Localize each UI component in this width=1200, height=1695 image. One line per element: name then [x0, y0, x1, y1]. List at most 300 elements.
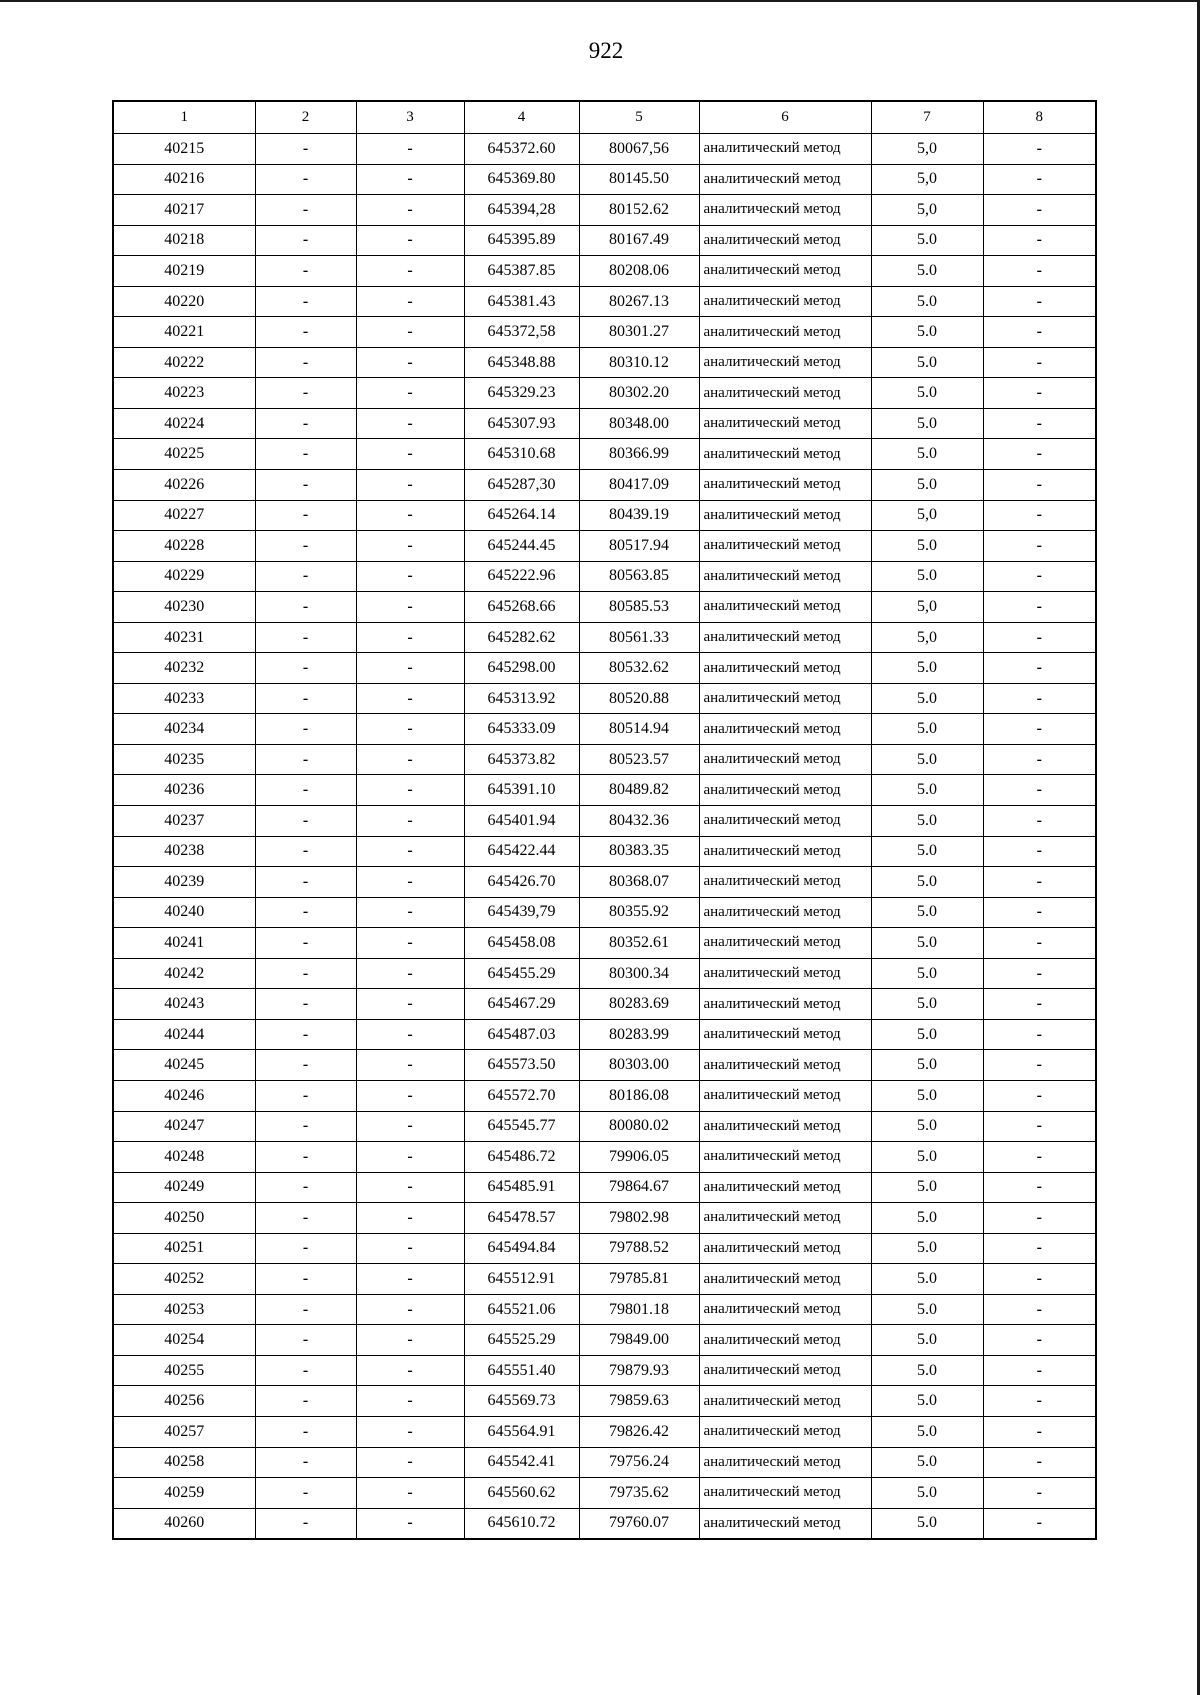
- cell-col-8: -: [983, 775, 1096, 806]
- cell-x-coordinate: 645521.06: [464, 1294, 579, 1325]
- cell-accuracy: 5.0: [871, 256, 983, 287]
- cell-x-coordinate: 645494.84: [464, 1233, 579, 1264]
- cell-accuracy: 5.0: [871, 1233, 983, 1264]
- cell-point-number: 40242: [113, 958, 255, 989]
- cell-col-3: -: [356, 928, 464, 959]
- table-row: [113, 470, 1096, 501]
- cell-col-3: -: [356, 1019, 464, 1050]
- table-row: [113, 286, 1096, 317]
- cell-accuracy: 5.0: [871, 775, 983, 806]
- page-number: 922: [588, 38, 624, 63]
- cell-point-number: 40247: [113, 1111, 255, 1142]
- cell-y-coordinate: 80432.36: [579, 806, 699, 837]
- cell-y-coordinate: 80514.94: [579, 714, 699, 745]
- cell-col-2: -: [255, 653, 356, 684]
- page-edge-top: [0, 0, 1200, 2]
- cell-col-3: -: [356, 683, 464, 714]
- table-row: [113, 714, 1096, 745]
- cell-method: аналитический метод: [699, 806, 871, 837]
- cell-accuracy: 5.0: [871, 1019, 983, 1050]
- cell-col-3: -: [356, 1325, 464, 1356]
- cell-method: аналитический метод: [699, 1508, 871, 1539]
- table-row: [113, 622, 1096, 653]
- cell-col-2: -: [255, 561, 356, 592]
- cell-point-number: 40245: [113, 1050, 255, 1081]
- cell-y-coordinate: 80368.07: [579, 867, 699, 898]
- table-row: [113, 806, 1096, 837]
- cell-point-number: 40252: [113, 1264, 255, 1295]
- cell-accuracy: 5.0: [871, 439, 983, 470]
- cell-x-coordinate: 645373.82: [464, 744, 579, 775]
- cell-col-8: -: [983, 1294, 1096, 1325]
- cell-col-2: -: [255, 1508, 356, 1539]
- cell-point-number: 40250: [113, 1203, 255, 1234]
- cell-method: аналитический метод: [699, 531, 871, 562]
- cell-col-8: -: [983, 1050, 1096, 1081]
- cell-x-coordinate: 645485.91: [464, 1172, 579, 1203]
- cell-col-2: -: [255, 408, 356, 439]
- cell-y-coordinate: 80301.27: [579, 317, 699, 348]
- table-row: [113, 592, 1096, 623]
- cell-col-8: -: [983, 744, 1096, 775]
- cell-col-3: -: [356, 1386, 464, 1417]
- cell-col-2: -: [255, 775, 356, 806]
- cell-accuracy: 5.0: [871, 408, 983, 439]
- cell-point-number: 40216: [113, 164, 255, 195]
- cell-method: аналитический метод: [699, 378, 871, 409]
- cell-accuracy: 5,0: [871, 592, 983, 623]
- table-row: [113, 1355, 1096, 1386]
- cell-col-2: -: [255, 1386, 356, 1417]
- cell-col-3: -: [356, 225, 464, 256]
- cell-method: аналитический метод: [699, 500, 871, 531]
- cell-point-number: 40223: [113, 378, 255, 409]
- table-row: [113, 1142, 1096, 1173]
- cell-y-coordinate: 80417.09: [579, 470, 699, 501]
- cell-col-3: -: [356, 867, 464, 898]
- column-header-1: 1: [113, 101, 255, 134]
- cell-y-coordinate: 80523.57: [579, 744, 699, 775]
- table-row: [113, 653, 1096, 684]
- cell-x-coordinate: 645298.00: [464, 653, 579, 684]
- cell-col-8: -: [983, 378, 1096, 409]
- coordinates-table-container: [112, 100, 1097, 1540]
- cell-point-number: 40232: [113, 653, 255, 684]
- cell-col-8: -: [983, 500, 1096, 531]
- cell-method: аналитический метод: [699, 1264, 871, 1295]
- cell-accuracy: 5.0: [871, 286, 983, 317]
- cell-method: аналитический метод: [699, 1355, 871, 1386]
- cell-col-3: -: [356, 1478, 464, 1509]
- cell-col-8: -: [983, 439, 1096, 470]
- table-row: [113, 1294, 1096, 1325]
- coordinates-table: [112, 100, 1097, 1540]
- cell-col-8: -: [983, 164, 1096, 195]
- cell-y-coordinate: 79801.18: [579, 1294, 699, 1325]
- cell-y-coordinate: 80283.69: [579, 989, 699, 1020]
- cell-x-coordinate: 645487.03: [464, 1019, 579, 1050]
- cell-accuracy: 5.0: [871, 1386, 983, 1417]
- cell-x-coordinate: 645329.23: [464, 378, 579, 409]
- cell-col-3: -: [356, 286, 464, 317]
- cell-y-coordinate: 80352.61: [579, 928, 699, 959]
- cell-y-coordinate: 80489.82: [579, 775, 699, 806]
- cell-method: аналитический метод: [699, 164, 871, 195]
- cell-x-coordinate: 645372,58: [464, 317, 579, 348]
- cell-col-2: -: [255, 1111, 356, 1142]
- column-header-5: 5: [579, 101, 699, 134]
- table-body: [113, 134, 1096, 1540]
- cell-point-number: 40241: [113, 928, 255, 959]
- cell-y-coordinate: 80186.08: [579, 1080, 699, 1111]
- cell-y-coordinate: 79826.42: [579, 1416, 699, 1447]
- table-row: [113, 317, 1096, 348]
- cell-col-2: -: [255, 1233, 356, 1264]
- cell-method: аналитический метод: [699, 470, 871, 501]
- cell-col-8: -: [983, 347, 1096, 378]
- cell-method: аналитический метод: [699, 1478, 871, 1509]
- cell-accuracy: 5,0: [871, 195, 983, 226]
- column-header-7: 7: [871, 101, 983, 134]
- table-row: [113, 439, 1096, 470]
- cell-accuracy: 5,0: [871, 622, 983, 653]
- cell-col-2: -: [255, 1019, 356, 1050]
- table-row: [113, 683, 1096, 714]
- cell-point-number: 40258: [113, 1447, 255, 1478]
- cell-col-3: -: [356, 470, 464, 501]
- cell-x-coordinate: 645573.50: [464, 1050, 579, 1081]
- cell-col-2: -: [255, 744, 356, 775]
- cell-col-2: -: [255, 531, 356, 562]
- cell-x-coordinate: 645467.29: [464, 989, 579, 1020]
- cell-x-coordinate: 645244.45: [464, 531, 579, 562]
- table-row: [113, 836, 1096, 867]
- cell-point-number: 40233: [113, 683, 255, 714]
- cell-col-3: -: [356, 1294, 464, 1325]
- cell-col-2: -: [255, 1355, 356, 1386]
- cell-accuracy: 5.0: [871, 653, 983, 684]
- cell-col-3: -: [356, 1264, 464, 1295]
- cell-col-8: -: [983, 1233, 1096, 1264]
- table-row: [113, 378, 1096, 409]
- cell-col-3: -: [356, 744, 464, 775]
- cell-col-3: -: [356, 317, 464, 348]
- cell-x-coordinate: 645372.60: [464, 134, 579, 165]
- cell-method: аналитический метод: [699, 622, 871, 653]
- table-row: [113, 1111, 1096, 1142]
- cell-col-8: -: [983, 1111, 1096, 1142]
- cell-col-2: -: [255, 378, 356, 409]
- cell-method: аналитический метод: [699, 561, 871, 592]
- cell-x-coordinate: 645333.09: [464, 714, 579, 745]
- cell-method: аналитический метод: [699, 653, 871, 684]
- cell-col-8: -: [983, 134, 1096, 165]
- cell-col-8: -: [983, 256, 1096, 287]
- table-row: [113, 867, 1096, 898]
- cell-x-coordinate: 645426.70: [464, 867, 579, 898]
- cell-method: аналитический метод: [699, 256, 871, 287]
- cell-point-number: 40230: [113, 592, 255, 623]
- cell-accuracy: 5.0: [871, 317, 983, 348]
- cell-method: аналитический метод: [699, 744, 871, 775]
- cell-col-8: -: [983, 1264, 1096, 1295]
- cell-y-coordinate: 80348.00: [579, 408, 699, 439]
- cell-col-8: -: [983, 683, 1096, 714]
- table-row: [113, 500, 1096, 531]
- cell-x-coordinate: 645560.62: [464, 1478, 579, 1509]
- cell-x-coordinate: 645486.72: [464, 1142, 579, 1173]
- cell-col-8: -: [983, 1019, 1096, 1050]
- cell-method: аналитический метод: [699, 1019, 871, 1050]
- cell-y-coordinate: 79859.63: [579, 1386, 699, 1417]
- cell-col-2: -: [255, 1142, 356, 1173]
- cell-method: аналитический метод: [699, 683, 871, 714]
- cell-point-number: 40251: [113, 1233, 255, 1264]
- cell-col-8: -: [983, 470, 1096, 501]
- table-row: [113, 1478, 1096, 1509]
- cell-method: аналитический метод: [699, 714, 871, 745]
- cell-col-8: -: [983, 1203, 1096, 1234]
- cell-point-number: 40248: [113, 1142, 255, 1173]
- cell-accuracy: 5.0: [871, 347, 983, 378]
- table-row: [113, 1386, 1096, 1417]
- cell-method: аналитический метод: [699, 134, 871, 165]
- cell-col-3: -: [356, 378, 464, 409]
- cell-col-2: -: [255, 867, 356, 898]
- cell-col-2: -: [255, 1294, 356, 1325]
- cell-x-coordinate: 645525.29: [464, 1325, 579, 1356]
- cell-x-coordinate: 645369.80: [464, 164, 579, 195]
- cell-point-number: 40249: [113, 1172, 255, 1203]
- cell-x-coordinate: 645313.92: [464, 683, 579, 714]
- table-row: [113, 195, 1096, 226]
- cell-col-8: -: [983, 531, 1096, 562]
- cell-col-2: -: [255, 500, 356, 531]
- cell-point-number: 40257: [113, 1416, 255, 1447]
- cell-col-3: -: [356, 958, 464, 989]
- cell-method: аналитический метод: [699, 1111, 871, 1142]
- cell-accuracy: 5.0: [871, 225, 983, 256]
- cell-col-8: -: [983, 225, 1096, 256]
- cell-point-number: 40218: [113, 225, 255, 256]
- cell-col-8: -: [983, 317, 1096, 348]
- table-row: [113, 989, 1096, 1020]
- cell-y-coordinate: 80145.50: [579, 164, 699, 195]
- cell-point-number: 40243: [113, 989, 255, 1020]
- cell-col-8: -: [983, 928, 1096, 959]
- cell-point-number: 40236: [113, 775, 255, 806]
- cell-y-coordinate: 80067,56: [579, 134, 699, 165]
- cell-x-coordinate: 645422.44: [464, 836, 579, 867]
- cell-col-3: -: [356, 531, 464, 562]
- table-row: [113, 1508, 1096, 1539]
- cell-method: аналитический метод: [699, 958, 871, 989]
- table-row: [113, 775, 1096, 806]
- cell-accuracy: 5.0: [871, 806, 983, 837]
- cell-x-coordinate: 645564.91: [464, 1416, 579, 1447]
- cell-col-2: -: [255, 317, 356, 348]
- cell-y-coordinate: 80585.53: [579, 592, 699, 623]
- cell-x-coordinate: 645512.91: [464, 1264, 579, 1295]
- cell-col-8: -: [983, 1142, 1096, 1173]
- cell-col-2: -: [255, 1172, 356, 1203]
- cell-col-3: -: [356, 592, 464, 623]
- cell-accuracy: 5.0: [871, 1050, 983, 1081]
- cell-accuracy: 5.0: [871, 1142, 983, 1173]
- cell-y-coordinate: 80366.99: [579, 439, 699, 470]
- cell-y-coordinate: 80355.92: [579, 897, 699, 928]
- cell-col-8: -: [983, 836, 1096, 867]
- cell-col-2: -: [255, 958, 356, 989]
- cell-col-8: -: [983, 897, 1096, 928]
- cell-y-coordinate: 80283.99: [579, 1019, 699, 1050]
- cell-method: аналитический метод: [699, 1416, 871, 1447]
- cell-y-coordinate: 80310.12: [579, 347, 699, 378]
- cell-y-coordinate: 80520.88: [579, 683, 699, 714]
- cell-x-coordinate: 645458.08: [464, 928, 579, 959]
- cell-x-coordinate: 645264.14: [464, 500, 579, 531]
- cell-point-number: 40219: [113, 256, 255, 287]
- cell-col-2: -: [255, 164, 356, 195]
- cell-x-coordinate: 645401.94: [464, 806, 579, 837]
- cell-point-number: 40246: [113, 1080, 255, 1111]
- cell-col-3: -: [356, 256, 464, 287]
- cell-method: аналитический метод: [699, 1142, 871, 1173]
- cell-col-8: -: [983, 1080, 1096, 1111]
- table-row: [113, 225, 1096, 256]
- cell-col-8: -: [983, 1355, 1096, 1386]
- cell-x-coordinate: 645551.40: [464, 1355, 579, 1386]
- cell-col-2: -: [255, 683, 356, 714]
- cell-accuracy: 5.0: [871, 836, 983, 867]
- cell-col-8: -: [983, 958, 1096, 989]
- cell-col-3: -: [356, 775, 464, 806]
- cell-method: аналитический метод: [699, 1386, 871, 1417]
- cell-point-number: 40259: [113, 1478, 255, 1509]
- cell-method: аналитический метод: [699, 1233, 871, 1264]
- column-header-2: 2: [255, 101, 356, 134]
- cell-y-coordinate: 79760.07: [579, 1508, 699, 1539]
- table-row: [113, 347, 1096, 378]
- cell-x-coordinate: 645348.88: [464, 347, 579, 378]
- cell-accuracy: 5.0: [871, 989, 983, 1020]
- cell-x-coordinate: 645569.73: [464, 1386, 579, 1417]
- cell-accuracy: 5.0: [871, 1203, 983, 1234]
- cell-point-number: 40255: [113, 1355, 255, 1386]
- cell-y-coordinate: 80267.13: [579, 286, 699, 317]
- cell-col-2: -: [255, 989, 356, 1020]
- cell-col-8: -: [983, 1172, 1096, 1203]
- cell-y-coordinate: 79802.98: [579, 1203, 699, 1234]
- table-row: [113, 1080, 1096, 1111]
- cell-y-coordinate: 79756.24: [579, 1447, 699, 1478]
- cell-col-3: -: [356, 1233, 464, 1264]
- cell-method: аналитический метод: [699, 1325, 871, 1356]
- cell-accuracy: 5.0: [871, 744, 983, 775]
- cell-x-coordinate: 645307.93: [464, 408, 579, 439]
- cell-accuracy: 5,0: [871, 164, 983, 195]
- cell-point-number: 40234: [113, 714, 255, 745]
- cell-col-2: -: [255, 225, 356, 256]
- cell-x-coordinate: 645394,28: [464, 195, 579, 226]
- cell-point-number: 40220: [113, 286, 255, 317]
- cell-x-coordinate: 645310.68: [464, 439, 579, 470]
- cell-y-coordinate: 79879.93: [579, 1355, 699, 1386]
- cell-y-coordinate: 79735.62: [579, 1478, 699, 1509]
- cell-point-number: 40231: [113, 622, 255, 653]
- cell-method: аналитический метод: [699, 439, 871, 470]
- cell-col-3: -: [356, 1203, 464, 1234]
- cell-x-coordinate: 645542.41: [464, 1447, 579, 1478]
- cell-method: аналитический метод: [699, 836, 871, 867]
- cell-col-8: -: [983, 408, 1096, 439]
- table-row: [113, 897, 1096, 928]
- cell-method: аналитический метод: [699, 928, 871, 959]
- cell-accuracy: 5.0: [871, 1294, 983, 1325]
- cell-col-3: -: [356, 836, 464, 867]
- cell-point-number: 40254: [113, 1325, 255, 1356]
- cell-y-coordinate: 80439.19: [579, 500, 699, 531]
- cell-y-coordinate: 80302.20: [579, 378, 699, 409]
- table-row: [113, 1325, 1096, 1356]
- cell-y-coordinate: 80532.62: [579, 653, 699, 684]
- cell-col-2: -: [255, 928, 356, 959]
- cell-col-3: -: [356, 897, 464, 928]
- cell-col-3: -: [356, 347, 464, 378]
- cell-x-coordinate: 645282.62: [464, 622, 579, 653]
- cell-y-coordinate: 80563.85: [579, 561, 699, 592]
- cell-col-2: -: [255, 256, 356, 287]
- table-row: [113, 928, 1096, 959]
- cell-col-8: -: [983, 1416, 1096, 1447]
- cell-accuracy: 5.0: [871, 1447, 983, 1478]
- cell-col-2: -: [255, 1416, 356, 1447]
- cell-accuracy: 5.0: [871, 1325, 983, 1356]
- cell-col-3: -: [356, 806, 464, 837]
- cell-col-8: -: [983, 286, 1096, 317]
- cell-col-3: -: [356, 1172, 464, 1203]
- cell-y-coordinate: 80208.06: [579, 256, 699, 287]
- table-row: [113, 256, 1096, 287]
- cell-x-coordinate: 645395.89: [464, 225, 579, 256]
- cell-col-8: -: [983, 622, 1096, 653]
- cell-method: аналитический метод: [699, 897, 871, 928]
- cell-point-number: 40239: [113, 867, 255, 898]
- cell-point-number: 40228: [113, 531, 255, 562]
- cell-point-number: 40225: [113, 439, 255, 470]
- cell-col-3: -: [356, 989, 464, 1020]
- cell-col-2: -: [255, 1447, 356, 1478]
- cell-col-2: -: [255, 286, 356, 317]
- cell-col-8: -: [983, 806, 1096, 837]
- table-row: [113, 1264, 1096, 1295]
- cell-accuracy: 5.0: [871, 1355, 983, 1386]
- cell-method: аналитический метод: [699, 1050, 871, 1081]
- cell-y-coordinate: 79864.67: [579, 1172, 699, 1203]
- cell-point-number: 40238: [113, 836, 255, 867]
- cell-x-coordinate: 645381.43: [464, 286, 579, 317]
- cell-col-3: -: [356, 164, 464, 195]
- cell-method: аналитический метод: [699, 286, 871, 317]
- cell-x-coordinate: 645287,30: [464, 470, 579, 501]
- cell-method: аналитический метод: [699, 775, 871, 806]
- cell-y-coordinate: 80517.94: [579, 531, 699, 562]
- cell-x-coordinate: 645268.66: [464, 592, 579, 623]
- cell-accuracy: 5.0: [871, 928, 983, 959]
- cell-col-2: -: [255, 1080, 356, 1111]
- cell-accuracy: 5.0: [871, 1508, 983, 1539]
- cell-col-2: -: [255, 897, 356, 928]
